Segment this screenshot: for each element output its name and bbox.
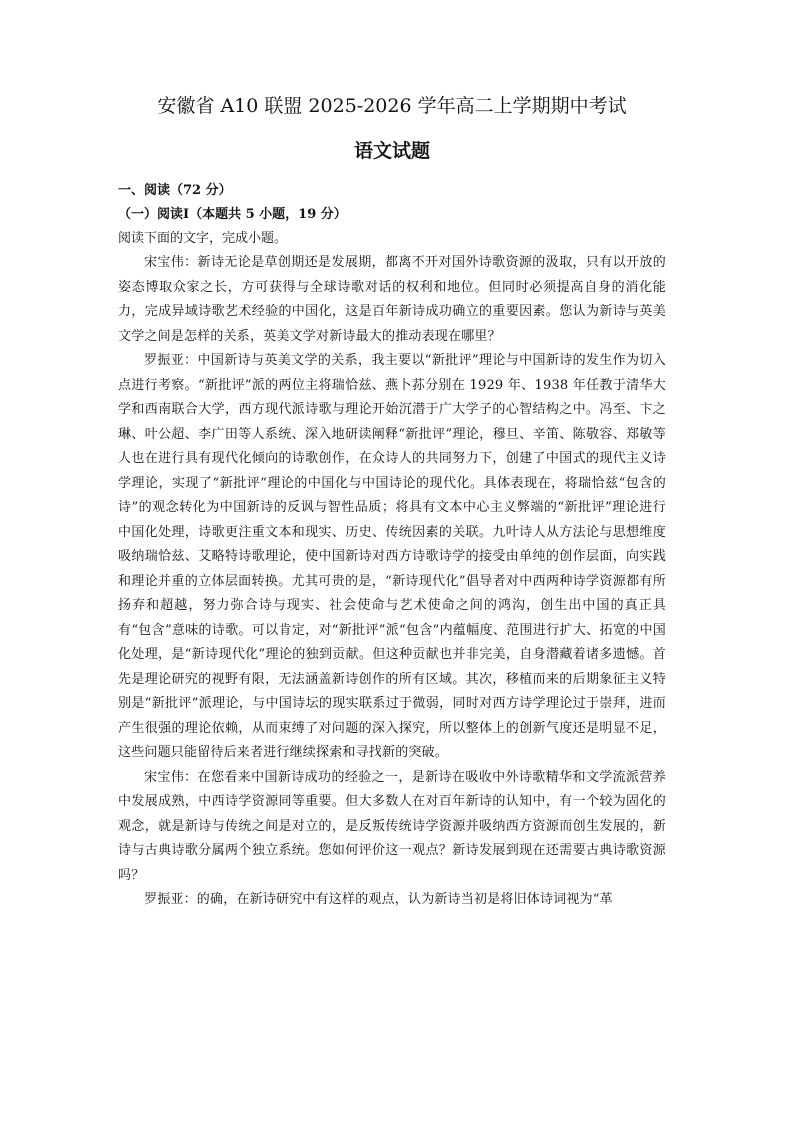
document-subtitle: 语文试题 [353, 140, 430, 162]
reading-instruction: 阅读下面的文字，完成小题。 [118, 231, 288, 246]
paragraph-luo-2: 罗振亚：的确，在新诗研究中有这样的观点，认为新诗当初是将旧体诗词视为“革 [144, 892, 613, 907]
paragraph-song-1: 宋宝伟：新诗无论是草创期还是发展期，都离不开对国外诗歌资源的汲取，只有以开放的姿态博取众家之长，方可获得与全球诗歌对话的权利和地位。但同时必须提高自身的消化能力，完成异域诗歌艺术经验的中国化，这是百年新诗成功确立的重要因素。您认为新诗与英美文学之间是怎样的关系，英美文学对新诗最大的推动表现在哪里？ [118, 255, 666, 344]
section-heading: 一、阅读（72 分） [118, 183, 232, 198]
paragraph-luo-1: 罗振亚：中国新诗与英美文学的关系，我主要以“新批评”理论与中国新诗的发生作为切入点进行考察。“新批评”派的两位主将瑞恰兹、燕卜荪分别在 1929 年、1938 年任教于清华大学和西南联合大学，西方现代派诗歌与理论开始沉潜于广大学子的心智结构之中。冯至、卞之琳、叶公超、李广田等人系统、深入地研读阐释“新批评”理论，穆旦、辛笛、陈敬容、郑敏等人也在进行具有现代化倾向的诗歌创作，在众诗人的共同努力下，创建了中国式的现代主义诗学理论，实现了“新批评”理论的中国化与中国诗论的现代化。具体表现在，将瑞恰兹“包含的诗”的观念转化为中国新诗的反讽与智性品质；将具有文本中心主义弊端的“新批评”理论进行中国化处理，诗歌更注重文本和现实、历史、传统因素的关联。九叶诗人从方法论与思想维度吸纳瑞恰兹、艾略特诗歌理论，使中国新诗对西方诗歌诗学的接受由单纯的创作层面，向实践和理论并重的立体层面转换。尤其可贵的是，“新诗现代化”倡导者对中西两种诗学资源都有所扬弃和超越，努力弥合诗与现实、社会使命与艺术使命之间的鸿沟，创生出中国的真正具有“包含”意味的诗歌。可以肯定，对“新批评”派“包含”内蕴幅度、范围进行扩大、拓宽的中国化处理，是“新诗现代化”理论的独到贡献。但这种贡献也并非完美，自身潜藏着诸多遗憾。首先是理论研究的视野有限，无法涵盖新诗创作的所有区域。其次，移植而来的后期象征主义特别是“新批评”派理论，与中国诗坛的现实联系过于微弱，同时对西方诗学理论过于崇拜，进而产生很强的理论依赖，从而束缚了对问题的深入探究，所以整体上的创新气度还是明显不足，这些问题只能留待后来者进行继续探索和寻找新的突破。 [118, 353, 666, 760]
document-title: 安徽省 A10 联盟 2025-2026 学年高二上学期期中考试 [157, 95, 627, 117]
subsection-heading: （一）阅读Ⅰ（本题共 5 小题，19 分） [118, 207, 347, 222]
paragraph-song-2: 宋宝伟：在您看来中国新诗成功的经验之一，是新诗在吸收中外诗歌精华和文学流派营养中发展成熟，中西诗学资源同等重要。但大多数人在对百年新诗的认知中，有一个较为固化的观念，就是新诗与传统之间是对立的，是反叛传统诗学资源并吸纳西方资源而创生发展的，新诗与古典诗歌分属两个独立系统。您如何评价这一观点？新诗发展到现在还需要古典诗歌资源吗？ [118, 769, 666, 883]
document-page [118, 92, 666, 913]
